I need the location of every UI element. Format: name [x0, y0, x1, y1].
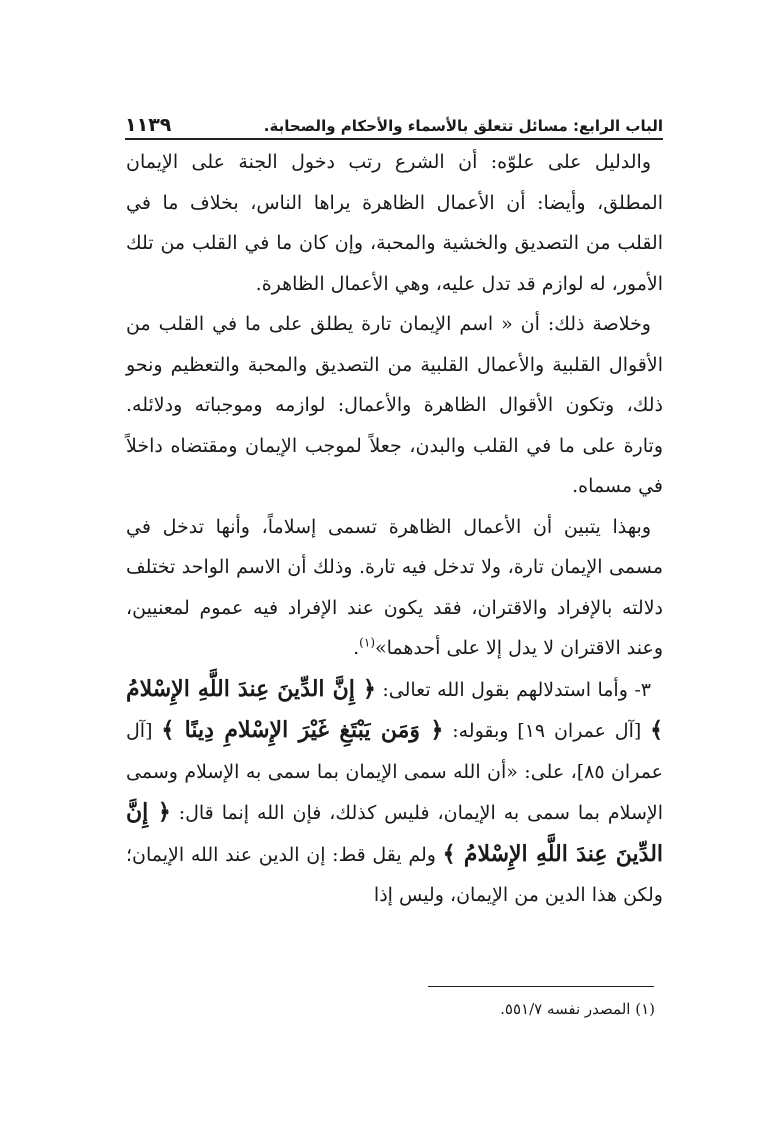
paragraph-3: [126, 507, 663, 669]
paragraph-2: وخلاصة ذلك: أن « اسم الإيمان تارة يطلق على ما في القلب من الأقوال القلبية والأعمال القلبية من التصديق والمحبة والتعظيم ونحو ذلك، وتكون الأقوال الظاهرة والأعمال: لوازمه وموجباته ودلائله. وتارة على ما في القلب والبدن، جعلاً لموجب الإيمان ومقتضاه داخلاً في مسماه.: [126, 313, 663, 497]
chapter-title: الباب الرابع: مسائل تتعلق بالأسماء والأحكام والصحابة.: [263, 117, 663, 135]
paragraph-3-text: وبهذا يتبين أن الأعمال الظاهرة تسمى إسلاماً، وأنها تدخل في مسمى الإيمان تارة، ولا تدخل فيه تارة. وذلك أن الاسم الواحد تختلف دلالته بالإفراد والاقتران، فقد يكون عند الإفراد فيه عموم لمعنيين، وعند الاقتران لا يدل إلا على أحدهما»: [126, 515, 663, 659]
footnote: (١) المصدر نفسه ٥٥١/٧.: [500, 1000, 655, 1018]
paragraph-4-part-a: ٣- وأما استدلالهم بقول الله تعالى:: [375, 678, 651, 701]
paragraph-4-part-c: [آل عمران ٨٥]، على: «أن الله سمى الإيمان بما سمى به الإسلام وسمى الإسلام بما سمى به الإيمان، فليس كذلك، فإن الله إنما قال:: [126, 720, 664, 824]
page-header: [125, 112, 663, 140]
quran-verse-2: ﴿ وَمَن يَبْتَغِ غَيْرَ الإِسْلامِ دِينًا ﴾: [161, 717, 444, 743]
paragraph-4-part-b: [آل عمران ١٩] وبقوله:: [443, 720, 651, 742]
quran-verse-3: ﴿ إِنَّ الدِّينَ عِندَ اللَّهِ الإِسْلامُ ﴾: [126, 799, 664, 867]
body-text: [126, 142, 663, 916]
footnote-divider: [428, 986, 654, 987]
page-number: ١١٣٩: [125, 114, 172, 136]
footnote-ref: (١): [359, 635, 375, 650]
paragraph-4-part-d: ولم يقل قط: إن الدين عند الله الإيمان؛ ولكن هذا الدين من الإيمان، وليس إذا: [126, 843, 663, 906]
quran-verse-1: ﴿ إِنَّ الدِّينَ عِندَ اللَّهِ الإِسْلامُ ﴾: [126, 675, 664, 743]
paragraph-3-end: .: [353, 637, 360, 659]
paragraph-4: [126, 669, 663, 916]
paragraph-1: والدليل على علوّه: أن الشرع رتب دخول الجنة على الإيمان المطلق، وأيضا: أن الأعمال الظاهرة يراها الناس، بخلاف ما في القلب من التصديق والخشية والمحبة، وإن كان ما في القلب من تلك الأمور، له لوازم قد تدل عليه، وهي الأعمال الظاهرة.: [126, 151, 663, 295]
